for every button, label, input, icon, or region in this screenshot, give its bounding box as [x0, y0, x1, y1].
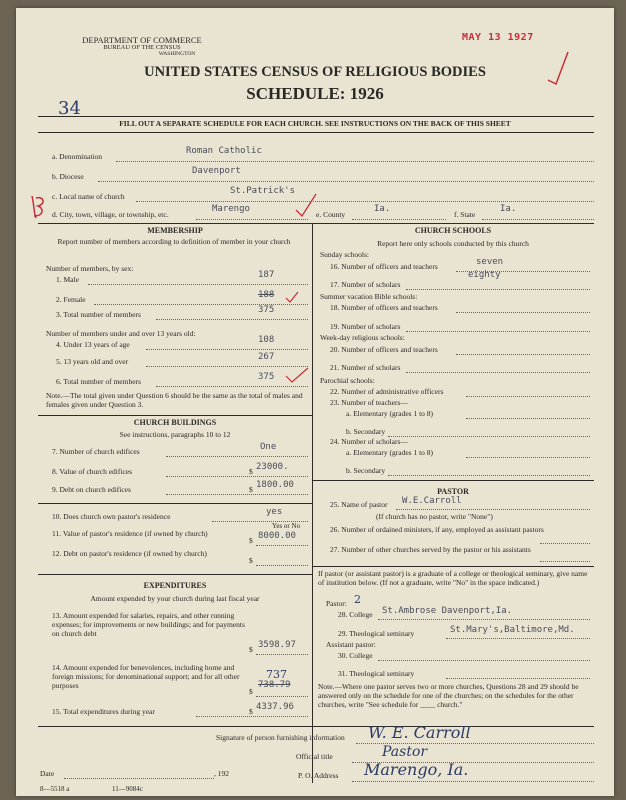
- weekday-schools: Week-day religious schools:: [320, 333, 405, 342]
- sunday-schools: Sunday schools:: [320, 250, 369, 259]
- q25-line: [396, 509, 590, 510]
- signature-label: Signature of person furnishing information: [216, 733, 345, 742]
- q1-male: 187: [258, 270, 275, 280]
- q24-label: 24. Number of scholars—: [330, 437, 408, 446]
- bureau-name: BUREAU OF THE CENSUS: [103, 43, 181, 51]
- q31-line: [446, 678, 590, 679]
- q9-line: [166, 494, 308, 495]
- q22-label: 22. Number of administrative officers: [330, 387, 444, 396]
- vacation-schools: Summer vacation Bible schools:: [320, 292, 418, 301]
- date-year: , 192: [214, 769, 229, 778]
- date-line: [64, 778, 214, 779]
- q24a-line: [466, 457, 590, 458]
- q5-label: 5. 13 years old and over: [56, 357, 129, 366]
- parochial-schools: Parochial schools:: [320, 376, 375, 385]
- dollar-sign: $: [249, 687, 253, 696]
- q2-female: 188: [258, 290, 275, 300]
- q19-line: [406, 331, 590, 332]
- q23b-label: b. Secondary: [346, 427, 386, 436]
- q26-line: [540, 543, 590, 544]
- dollar-sign: $: [249, 485, 253, 494]
- q30-label: 30. College: [338, 651, 373, 660]
- q29-label: 29. Theological seminary: [338, 629, 415, 638]
- q7-edifices: One: [260, 442, 277, 452]
- schedule-title: SCHEDULE: 1926: [246, 84, 384, 103]
- instruction-line: FILL OUT A SEPARATE SCHEDULE FOR EACH CHURCH. SEE INSTRUCTIONS ON THE BACK OF THIS SHEET: [119, 119, 511, 128]
- county-line: [352, 219, 446, 220]
- q13-label: 13. Amount expended for salaries, repairs, and other running expenses; for improvements or new buildings; and for payments on church debt: [52, 611, 245, 638]
- red-check-mark: [28, 192, 54, 222]
- q4-line: [146, 349, 308, 350]
- q28-line: [378, 619, 590, 620]
- buildings-title: CHURCH BUILDINGS: [133, 418, 217, 427]
- members-by-sex: Number of members, by sex:: [46, 264, 134, 273]
- rule: [38, 503, 312, 504]
- q24b-line: [388, 475, 590, 476]
- diocese-value: Davenport: [192, 166, 241, 176]
- q17-label: 17. Number of scholars: [330, 280, 401, 289]
- q17-line: [406, 289, 590, 290]
- dollar-sign: $: [249, 645, 253, 654]
- q9-label: 9. Debt on church edifices: [52, 485, 131, 494]
- dept-name: DEPARTMENT OF COMMERCE: [82, 35, 202, 45]
- q3-label: 3. Total number of members: [56, 310, 141, 319]
- q24a-label: a. Elementary (grades 1 to 8): [346, 448, 434, 457]
- signature: W. E. Carroll: [368, 723, 471, 742]
- q11-line: [256, 545, 308, 546]
- q28-college: St.Ambrose Davenport,Ia.: [382, 606, 513, 616]
- rule: [312, 480, 594, 481]
- po-address: Marengo, Ia.: [364, 760, 469, 779]
- membership-intro: Report number of members according to definition of member in your church: [57, 237, 291, 246]
- q20-line: [456, 354, 590, 355]
- q8-line: [166, 476, 308, 477]
- q29-seminary: St.Mary's,Baltimore,Md.: [450, 625, 575, 635]
- pastor-note: Note.—Where one pastor serves two or more churches, Questions 28 and 29 should be answered only on the schedule for one of the churches; on the schedules for the other churches, write "See schedule for ____ church.": [318, 682, 579, 709]
- rule: [38, 116, 594, 117]
- q1-label: 1. Male: [56, 275, 79, 284]
- q17-answer: eighty: [468, 270, 501, 280]
- q15-line: [196, 716, 308, 717]
- q21-line: [406, 372, 590, 373]
- q20-label: 20. Number of officers and teachers: [330, 345, 438, 354]
- address-line: [352, 781, 594, 782]
- print-number: 11—9084c: [112, 785, 143, 793]
- q19-label: 19. Number of scholars: [330, 322, 401, 331]
- q9-debt: 1800.00: [256, 480, 294, 490]
- diocese-line: [98, 181, 594, 182]
- q13-line: [256, 654, 308, 655]
- red-check-mark: [294, 192, 318, 218]
- rule: [38, 223, 594, 224]
- q31-label: 31. Theological seminary: [338, 669, 415, 678]
- q11-value: 8000.00: [258, 531, 296, 541]
- city-name: WASHINGTON: [158, 50, 196, 57]
- yes-or-no: Yes or No: [272, 522, 301, 530]
- county-label: e. County: [316, 210, 346, 219]
- denomination-line: [116, 161, 594, 162]
- church-name-line: [136, 201, 594, 202]
- q13-amount: 3598.97: [258, 640, 296, 650]
- city-line: [196, 219, 308, 220]
- q29-line: [446, 638, 590, 639]
- census-schedule-sheet: [16, 8, 614, 796]
- q6-total: 375: [258, 372, 275, 382]
- q6-label: 6. Total number of members: [56, 377, 141, 386]
- church-name-label: c. Local name of church: [52, 192, 125, 201]
- membership-note: Note.—The total given under Question 6 should be the same as the total of males and females given under Question 3.: [46, 391, 303, 409]
- city-value: Marengo: [212, 204, 250, 214]
- q12-label: 12. Debt on pastor's residence (if owned by church): [52, 549, 207, 558]
- q25-note: (If church has no pastor, write "None"): [376, 512, 493, 521]
- q14-label: 14. Amount expended for benevolences, including home and foreign missions; for denominational support; and for all other purposes: [52, 663, 240, 690]
- pastor-label: Pastor:: [326, 599, 347, 608]
- rule: [312, 566, 594, 567]
- handwritten-number: 34: [58, 98, 81, 119]
- expenditures-title: EXPENDITURES: [143, 581, 207, 590]
- q7-line: [166, 456, 308, 457]
- q18-line: [456, 312, 590, 313]
- q10-answer: yes: [266, 507, 283, 517]
- members-by-age: Number of members under and over 13 years old:: [46, 329, 196, 338]
- form-title: UNITED STATES CENSUS OF RELIGIOUS BODIES: [144, 64, 486, 80]
- expenditures-sub: Amount expended by your church during last fiscal year: [90, 594, 260, 603]
- red-check-mark: [284, 366, 310, 384]
- q23b-line: [388, 436, 590, 437]
- diocese-label: b. Diocese: [52, 172, 84, 181]
- q6-line: [156, 386, 308, 387]
- q16-answer: seven: [476, 257, 504, 267]
- state-line: [482, 219, 594, 220]
- q7-label: 7. Number of church edifices: [52, 447, 140, 456]
- q14-correction: 737: [266, 668, 287, 681]
- q24b-label: b. Secondary: [346, 466, 386, 475]
- county-value: Ia.: [374, 204, 391, 214]
- dollar-sign: $: [249, 707, 253, 716]
- q23a-line: [466, 418, 590, 419]
- rule: [38, 574, 312, 575]
- red-check-mark: [284, 290, 300, 304]
- denomination-label: a. Denomination: [52, 152, 102, 161]
- denomination-value: Roman Catholic: [186, 146, 262, 156]
- q16-label: 16. Number of officers and teachers: [330, 262, 438, 271]
- q2-line: [94, 304, 308, 305]
- q2-label: 2. Female: [56, 295, 86, 304]
- state-label: f. State: [454, 210, 476, 219]
- q12-line: [256, 565, 308, 566]
- q26-label: 26. Number of ordained ministers, if any, employed as assistant pastors: [330, 525, 544, 534]
- q22-line: [466, 396, 590, 397]
- q8-value: 23000.: [256, 462, 289, 472]
- graduate-intro: If pastor (or assistant pastor) is a graduate of a college or theological seminary, give name of institution below. (If not a graduate, write "No" in the space indicated.): [318, 569, 588, 587]
- q10-label: 10. Does church own pastor's residence: [52, 512, 171, 521]
- q18-label: 18. Number of officers and teachers: [330, 303, 438, 312]
- q15-total: 4337.96: [256, 702, 294, 712]
- q30-line: [378, 660, 590, 661]
- church-name-value: St.Patrick's: [230, 186, 296, 196]
- address-label: P. O. Address: [298, 771, 339, 780]
- rule: [38, 132, 594, 133]
- q21-label: 21. Number of scholars: [330, 363, 401, 372]
- q11-label: 11. Value of pastor's residence (if owned by church): [52, 529, 208, 538]
- dollar-sign: $: [249, 467, 253, 476]
- column-divider: [312, 223, 313, 783]
- rule: [38, 415, 312, 416]
- q23-label: 23. Number of teachers—: [330, 398, 408, 407]
- received-stamp: MAY 13 1927: [462, 32, 534, 43]
- city-label: d. City, town, village, or township, etc.: [52, 210, 169, 219]
- official-title: Pastor: [382, 744, 428, 760]
- form-number: 8—5518 a: [40, 785, 70, 793]
- q27-label: 27. Number of other churches served by the pastor or his assistants: [330, 545, 531, 554]
- schools-intro: Report here only schools conducted by this church: [377, 239, 529, 248]
- date-label: Date: [40, 769, 55, 778]
- title-label: Official title: [296, 752, 333, 761]
- q4-under13: 108: [258, 335, 275, 345]
- membership-title: MEMBERSHIP: [147, 226, 203, 235]
- q3-line: [156, 319, 308, 320]
- q23a-label: a. Elementary (grades 1 to 8): [346, 409, 434, 418]
- pastor-title: PASTOR: [437, 487, 469, 496]
- buildings-sub: See instructions, paragraphs 10 to 12: [119, 430, 231, 439]
- q15-label: 15. Total expenditures during year: [52, 707, 155, 716]
- schools-title: CHURCH SCHOOLS: [414, 226, 492, 235]
- q8-label: 8. Value of church edifices: [52, 467, 133, 476]
- department-header: [42, 36, 242, 58]
- q4-label: 4. Under 13 years of age: [56, 340, 130, 349]
- dollar-sign: $: [249, 556, 253, 565]
- q5-over13: 267: [258, 352, 275, 362]
- q27-line: [540, 561, 590, 562]
- q25-pastor-name: W.E.Carroll: [402, 496, 462, 506]
- asst-pastor-label: Assistant pastor:: [326, 640, 376, 649]
- red-annotation: 2: [354, 593, 361, 606]
- q3-total: 375: [258, 305, 275, 315]
- q25-label: 25. Name of pastor: [330, 500, 388, 509]
- state-value: Ia.: [500, 204, 517, 214]
- q1-line: [88, 284, 308, 285]
- q14-amount: 738.79: [258, 680, 291, 690]
- rule: [38, 726, 594, 727]
- q14-line: [256, 696, 308, 697]
- dollar-sign: $: [249, 536, 253, 545]
- q28-label: 28. College: [338, 610, 373, 619]
